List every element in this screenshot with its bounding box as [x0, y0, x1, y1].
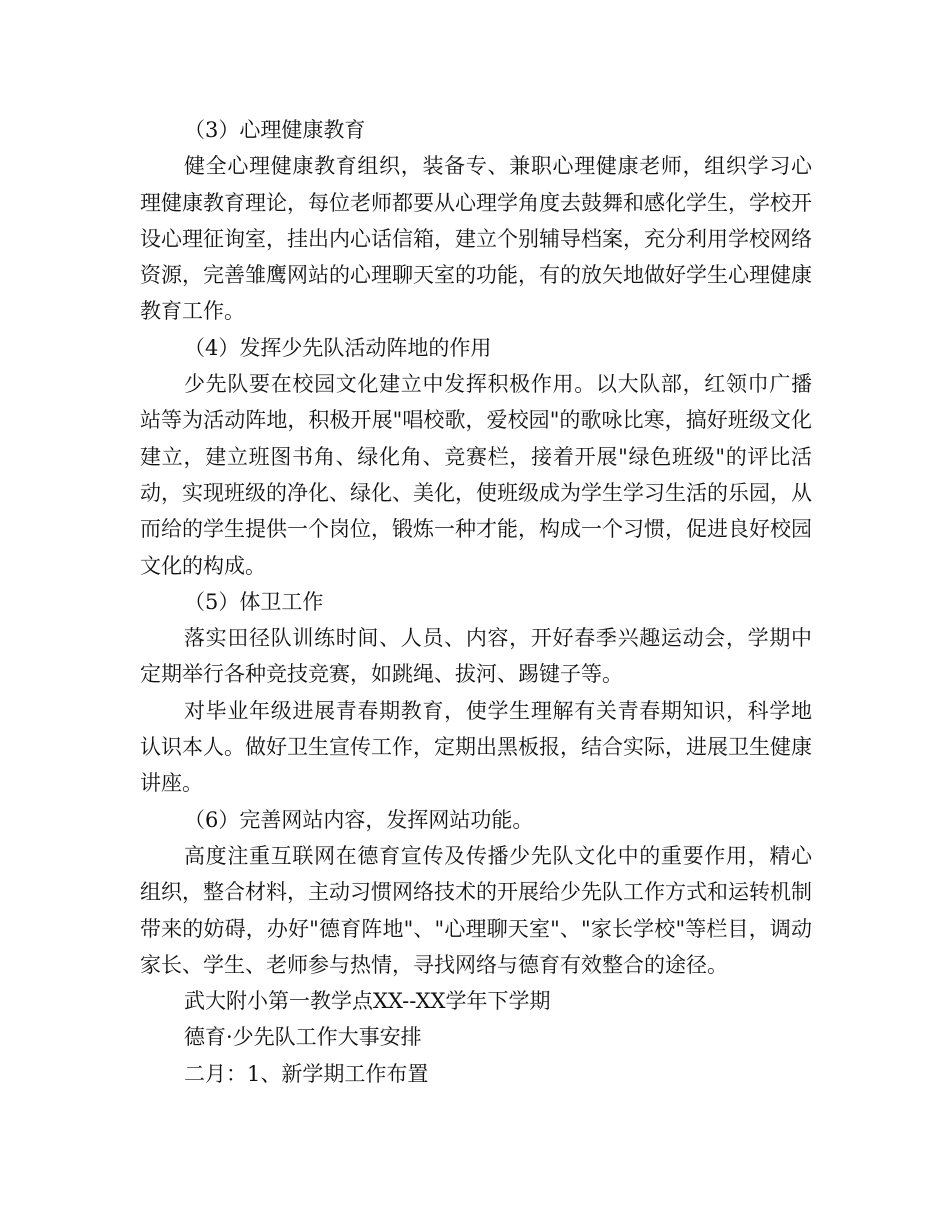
paragraph-website: 高度注重互联网在德育宣传及传播少先队文化中的重要作用，精心组织，整合材料，主动习惯网络技术的开展给少先队工作方式和运转机制带来的妨碍，办好"德育阵地"、"心理聊天室"、"家长学校"等栏目，调动家长、学生、老师参与热情，寻找网络与德育有效整合的途径。: [140, 843, 812, 977]
section-heading-website: （6）完善网站内容，发挥网站功能。: [184, 807, 534, 832]
section-heading-mental-health: （3）心理健康教育: [184, 118, 366, 142]
paragraph-sports-training: 落实田径队训练时间、人员、内容，开好春季兴趣运动会，学期中定期举行各种竞技竞赛，如跳绳、拔河、踢键子等。: [140, 626, 812, 687]
paragraph-mental-health: 健全心理健康教育组织，装备专、兼职心理健康老师，组织学习心理健康教育理论，每位老师都要从心理学角度去鼓舞和感化学生，学校开设心理征询室，挂出内心话信箱，建立个别辅导档案，充分利用学校网络资源，完善雏鹰网站的心理聊天室的功能，有的放矢地做好学生心理健康教育工作。: [140, 154, 812, 324]
schedule-february: 二月：1、新学期工作布置: [184, 1061, 429, 1086]
section-heading-young-pioneers: （4）发挥少先队活动阵地的作用: [184, 335, 492, 360]
school-term-line: 武大附小第一教学点XX--XX学年下学期: [184, 989, 551, 1014]
paragraph-puberty-education: 对毕业年级进展青春期教育，使学生理解有关青春期知识，科学地认识本人。做好卫生宣传工作，定期出黑板报，结合实际，进展卫生健康讲座。: [140, 698, 812, 796]
paragraph-young-pioneers: 少先队要在校园文化建立中发挥积极作用。以大队部，红领巾广播站等为活动阵地，积极开展"唱校歌，爱校园"的歌咏比寒，搞好班级文化建立，建立班图书角、绿化角、竞赛栏，接着开展"绿色班级"的评比活动，实现班级的净化、绿化、美化，使班级成为学生学习生活的乐园，从而给的学生提供一个岗位，锻炼一种才能，构成一个习惯，促进良好校园文化的构成。: [140, 372, 812, 578]
schedule-title: 德育·少先队工作大事安排: [184, 1025, 422, 1050]
section-heading-sports-health: （5）体卫工作: [184, 589, 324, 614]
document-body: [140, 112, 812, 1092]
